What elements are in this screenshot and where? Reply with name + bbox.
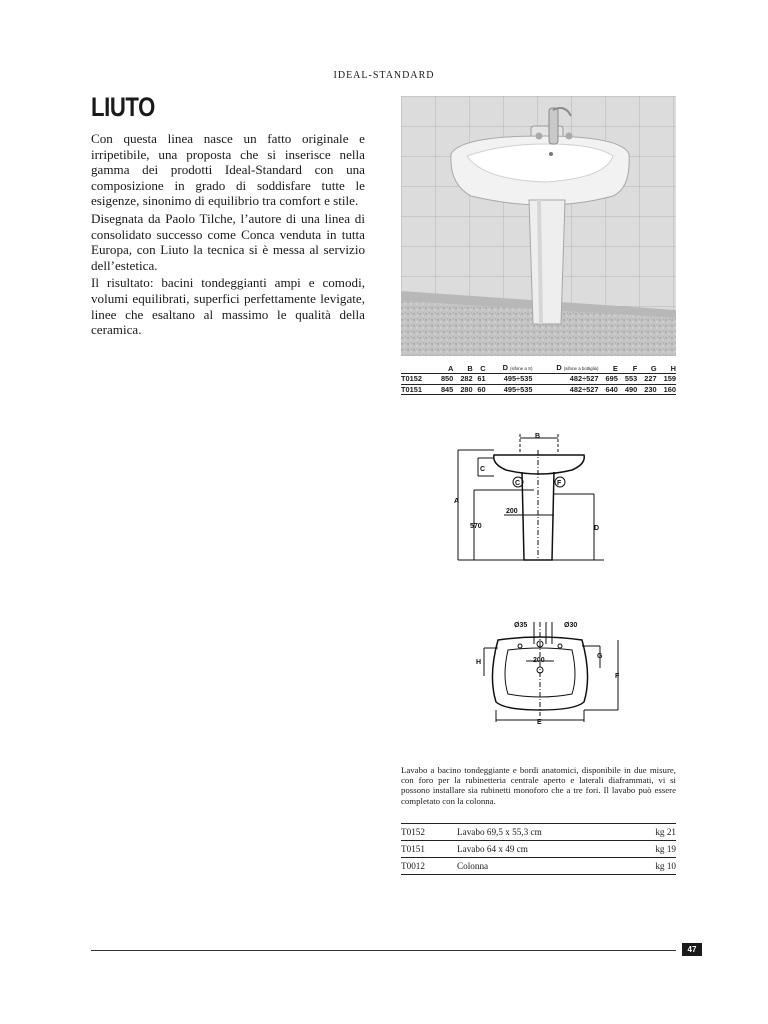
table-cell: 490: [624, 384, 638, 394]
product-name: Colonna: [457, 861, 489, 871]
dimension-label-e: E: [537, 719, 542, 726]
table-cell: 280: [460, 384, 473, 394]
dimensions-header-label: D: [502, 363, 508, 372]
dimensions-table: [401, 363, 676, 395]
dimensions-header-note: (sifone a S): [509, 366, 533, 371]
table-row: [401, 858, 676, 875]
dimension-label-200: 200: [506, 508, 518, 515]
product-name: Lavabo 69,5 x 55,3 cm: [457, 827, 542, 837]
product-code: T0151: [401, 844, 425, 854]
product-weight: kg 19: [655, 844, 676, 854]
table-row: [401, 841, 676, 858]
table-cell: T0151: [401, 384, 422, 394]
table-cell: 495÷535: [503, 384, 533, 394]
table-cell: 850: [440, 374, 454, 384]
table-cell: 61: [477, 374, 486, 384]
circle-label-c: C: [515, 480, 521, 487]
dimensions-header-cell: [486, 363, 533, 374]
table-cell: 553: [624, 374, 638, 384]
top-view-diagram: [470, 616, 630, 726]
brand-header: IDEAL-STANDARD: [333, 70, 435, 81]
product-code: T0152: [401, 827, 425, 837]
side-view-drawing: [444, 428, 614, 563]
table-cell: 227: [644, 374, 657, 384]
table-cell: T0152: [401, 374, 422, 384]
table-cell: 495÷535: [503, 374, 533, 384]
dimensions-header-cell: H: [670, 363, 676, 373]
dimension-label-a: A: [454, 498, 460, 505]
dimension-label-570: 570: [470, 523, 482, 530]
product-list: [401, 823, 676, 875]
dimension-label-h: H: [476, 659, 482, 666]
table-cell: 640: [605, 384, 618, 394]
product-title: LIUTO: [91, 92, 155, 122]
table-row: [401, 824, 676, 841]
page-number: 47: [682, 943, 702, 956]
intro-paragraph: Il risultato: bacini tondeggianti ampi e comodi, volumi equilibrati, superfici perfettamente levigate, linee che esaltano al massimo le qualità della ceramica.: [91, 275, 365, 338]
table-row: [401, 384, 676, 394]
intro-paragraph: Disegnata da Paolo Tilche, l’autore di una linea di consolidato successo come Conca venduta in tutta Europa, con Liuto la tecnica si è messa al servizio dell’estetica.: [91, 210, 365, 273]
dimension-label-d: D: [594, 525, 600, 532]
washbasin-photo-illustration: [401, 96, 676, 356]
table-cell: 695: [605, 374, 618, 384]
table-cell: 482÷527: [569, 384, 599, 394]
dimensions-header-cell: F: [632, 363, 638, 373]
dimensions-header-cell: A: [447, 363, 454, 373]
dimensions-header-cell: [532, 363, 598, 374]
table-cell: 160: [663, 384, 676, 394]
intro-paragraph: Con questa linea nasce un fatto originale e irripetibile, una proposta che si inserisce nella gamma dei prodotti Ideal-Standard con una composizione in grado di soddisfare tutte le esigenze, sinonimo di equilibrio tra comfort e stile.: [91, 131, 365, 209]
top-view-drawing: [470, 616, 630, 726]
dimensions-header-cell: E: [612, 363, 618, 373]
intro-text: [91, 131, 365, 340]
dimensions-header-cell: [401, 363, 434, 374]
dimension-label-200: 200: [533, 657, 545, 664]
product-photo: [401, 96, 676, 356]
table-cell: 282: [460, 374, 473, 384]
product-code: T0012: [401, 861, 425, 871]
dimensions-header-note: (sifone a bottiglia): [563, 366, 599, 371]
dimension-label-f: F: [615, 673, 620, 680]
table-cell: 845: [440, 384, 454, 394]
product-name: Lavabo 64 x 49 cm: [457, 844, 528, 854]
footer-divider: [91, 950, 676, 951]
table-row: [401, 374, 676, 384]
product-weight: kg 10: [655, 861, 676, 871]
dimensions-header-label: D: [556, 363, 562, 372]
dimensions-header-row: [401, 363, 676, 374]
table-cell: 482÷527: [569, 374, 599, 384]
product-weight: kg 21: [655, 827, 676, 837]
side-view-diagram: [444, 428, 614, 563]
dimension-label-c: C: [480, 466, 486, 473]
dimensions-header-cell: B: [467, 363, 473, 373]
circle-label-f: F: [557, 480, 562, 487]
table-cell: 159: [663, 374, 676, 384]
dimension-label-b: B: [535, 433, 541, 440]
table-cell: 230: [644, 384, 657, 394]
product-description: Lavabo a bacino tondeggiante e bordi anatomici, disponibile in due misure, con foro per la rubinetteria centrale aperto e laterali diaframmati, vi si possono installare sia rubinetti monoforo che a tre fori. Il lavabo può essere completato con la colonna.: [401, 765, 676, 806]
dimensions-header-cell: C: [480, 363, 486, 373]
hole-label-d30: Ø30: [564, 622, 578, 629]
hole-label-d35: Ø35: [514, 622, 528, 629]
dimension-label-g: G: [597, 653, 603, 660]
table-cell: 60: [477, 384, 486, 394]
dimensions-header-cell: G: [650, 363, 657, 373]
